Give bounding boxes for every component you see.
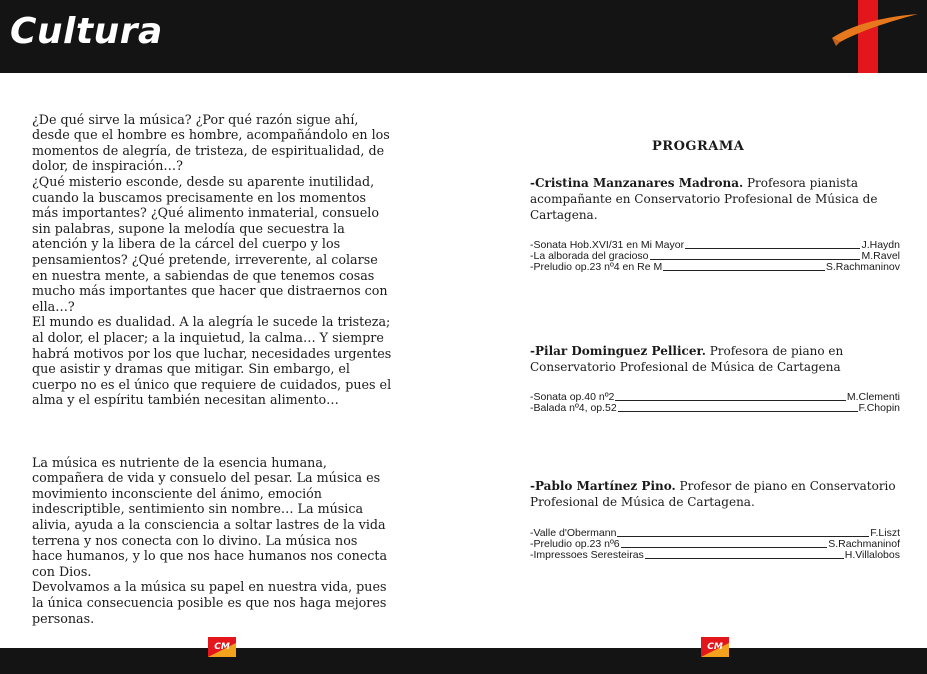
performer-description: Profesor de piano en Conservatorio Profesional de Música de Cartagena. [530,479,896,509]
section-title: Cultura [10,11,163,52]
dotted-leader [621,547,828,548]
piece-title: -Sonata op.40 nº2 [530,391,615,403]
dotted-leader [617,536,869,537]
piece-title: -Preludio op.23 nº4 en Re M [530,261,663,273]
piece-title: -Valle d'Obermann [530,527,617,539]
dotted-leader [663,270,825,271]
piece-composer: H.Villalobos [844,549,900,561]
piece-composer: M.Ravel [861,250,900,262]
svg-text:CM: CM [707,642,723,652]
performer-info [530,175,915,223]
essay-paragraph: ¿De qué sirve la música? ¿Por qué razón sigue ahí, desde que el hombre es hombre, acompañándolo en los momentos de alegría, de tristeza, de espiritualidad, de dolor, de inspiración…? ¿Qué misterio esconde, desde su aparente inutilidad, cuando la buscamos precisamente en los momentos más importantes? ¿Qué alimento inmaterial, consuelo sin palabras, supone la melodía que secuestra la atención y la libera de la cárcel del cuerpo y los pensamientos? ¿Qué pretende, irreverente, al colarse en nuestra mente, a sabiendas de que tenemos cosas mucho más importantes que hacer que distraernos con ella…? El mundo es dualidad. A la alegría le sucede la tristeza; al dolor, el placer; a la inquietud, la calma… Y siempre habrá motivos por los que luchar, necesidades urgentes que asistir y dramas que mitigar. Sin embargo, el cuerpo no es el único que requiere de cuidados, pues el alma y el espíritu también necesitan alimento… [32,111,392,408]
piece-row [530,550,900,561]
piece-title: -Balada nº4, op.52 [530,402,617,414]
piece-row [530,262,900,273]
dotted-leader [645,558,844,559]
program-heading: PROGRAMA [652,139,745,154]
essay-column [32,96,432,642]
dotted-leader [685,248,860,249]
piece-title: -Impressoes Seresteiras [530,549,644,561]
performer-description: Profesora pianista acompañante en Conservatorio Profesional de Música de Cartagena. [530,176,878,222]
footer-bar [0,648,927,674]
piece-composer: F.Chopin [858,402,900,414]
piece-composer: S.Rachmaninov [825,261,900,273]
dotted-leader [650,259,861,260]
dotted-leader [615,400,845,401]
header-bar [0,0,927,73]
performer-info [530,478,915,510]
piece-row [530,403,900,414]
dotted-leader [618,411,858,412]
piece-list [530,392,900,414]
essay-paragraph: La música es nutriente de la esencia humana, compañera de vida y consuelo del pesar. La música es movimiento inconsciente del ánimo, emoción indescriptible, sentimiento sin nombre… La música alivia, ayuda a la consciencia a soltar lastres de la vida terrena y nos conecta con lo divino. La música nos hace humanos, y lo que nos hace humanos nos conecta con Dios. Devolvamos a la música su papel en nuestra vida, pues la única consecuencia posible es que nos haga mejores personas. [32,454,388,626]
performer-name: -Pilar Dominguez Pellicer. [530,344,706,358]
cm-logo-icon [206,633,240,661]
performer-info [530,343,915,375]
piece-title: -Sonata Hob.XVI/31 en Mi Mayor [530,239,685,251]
piece-composer: S.Rachmaninof [828,538,900,550]
swoosh-logo-icon [826,6,922,50]
piece-title: -La alborada del gracioso [530,250,649,262]
piece-list [530,528,900,561]
piece-title: -Preludio op.23 nº6 [530,538,620,550]
performer-description: Profesora de piano en Conservatorio Profesional de Música de Cartagena [530,344,844,374]
piece-composer: F.Liszt [870,527,900,539]
svg-text:CM: CM [214,642,230,652]
performer-name: -Cristina Manzanares Madrona. [530,176,744,190]
piece-list [530,240,900,273]
piece-composer: M.Clementi [846,391,900,403]
piece-composer: J.Haydn [861,239,900,251]
performer-name: -Pablo Martínez Pino. [530,479,676,493]
cm-logo-icon [699,633,733,661]
